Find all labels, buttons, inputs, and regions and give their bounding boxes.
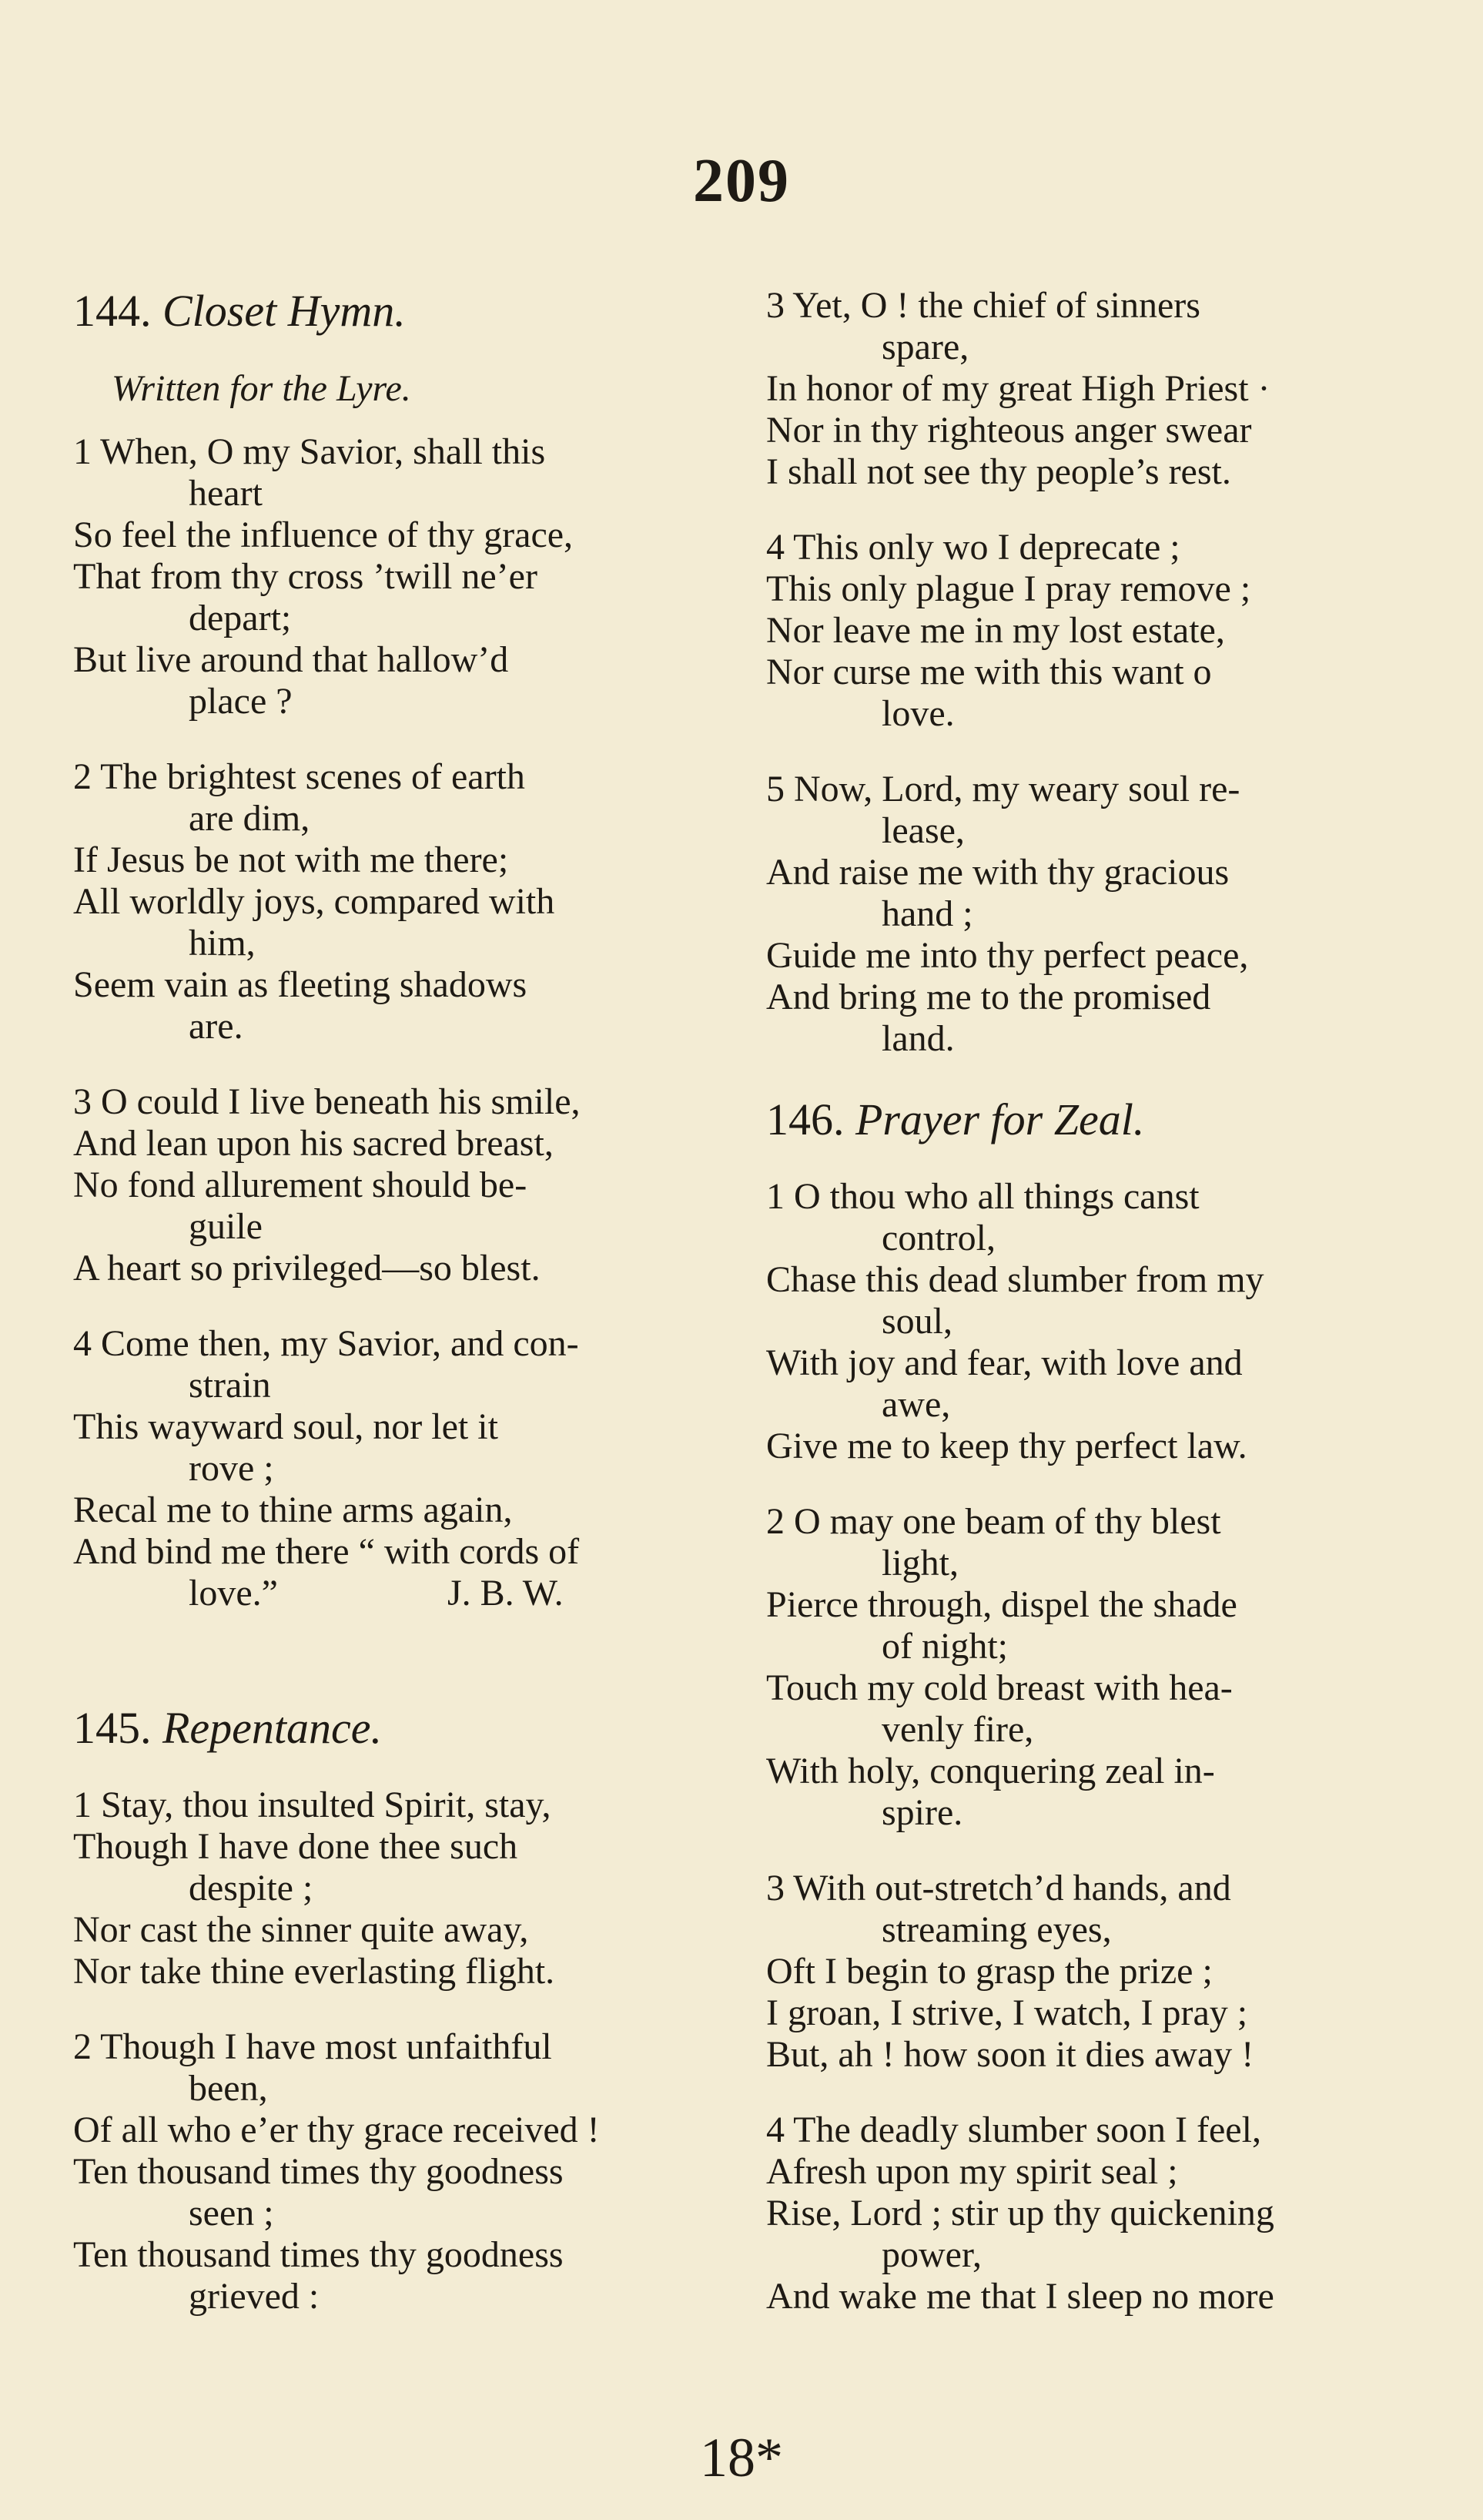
verse-line: Though I have done thee such: [73, 1826, 518, 1867]
verse-line: streaming eyes,: [882, 1909, 1112, 1950]
verse-line: And wake me that I sleep no more: [766, 2276, 1274, 2317]
verse-line: strain: [189, 1365, 271, 1406]
verse-line: But live around that hallow’d: [73, 639, 509, 680]
verse: [73, 2026, 720, 2317]
verse-line: of night;: [882, 1626, 1008, 1667]
verse-line: Nor in thy righteous anger swear: [766, 410, 1252, 451]
verse-line: That from thy cross ’twill ne’er: [73, 556, 537, 597]
verse-line: I shall not see thy people’s rest.: [766, 451, 1231, 492]
verse-line: Afresh upon my spirit seal ;: [766, 2151, 1178, 2192]
verse-line: So feel the influence of thy grace,: [73, 514, 574, 555]
verse-line: Give me to keep thy perfect law.: [766, 1426, 1247, 1466]
verse: [766, 285, 1413, 493]
verse-line: despite ;: [189, 1868, 313, 1908]
verse-line: But, ah ! how soon it dies away !: [766, 2034, 1254, 2075]
verse-line: place ?: [189, 681, 293, 722]
verse-line: If Jesus be not with me there;: [73, 839, 509, 880]
hymn-145-verses: [73, 1784, 720, 2317]
verse-line: A heart so privileged—so blest.: [73, 1248, 541, 1288]
verse-line: awe,: [882, 1384, 951, 1425]
verse-line: And lean upon his sacred breast,: [73, 1123, 554, 1164]
closing-line: [73, 1573, 720, 1614]
signature-mark: 18*: [700, 2427, 783, 2488]
hymn-title-146: [766, 1094, 1413, 1145]
verse-line: lease,: [882, 810, 965, 851]
verse-line: This wayward soul, nor let it: [73, 1406, 498, 1447]
author-initials: J. B. W.: [447, 1573, 564, 1614]
verse-line: venly fire,: [882, 1709, 1034, 1750]
verse-line: Pierce through, dispel the shade: [766, 1584, 1237, 1625]
verse-line: In honor of my great High Priest ·: [766, 368, 1270, 409]
hymn-title-145: [73, 1702, 720, 1754]
verse-line: land.: [882, 1018, 955, 1059]
verse-line: light,: [882, 1543, 959, 1583]
hymn-name: Closet Hymn.: [162, 286, 406, 336]
verse-line: control,: [882, 1218, 996, 1258]
verse-line: Guide me into thy perfect peace,: [766, 935, 1249, 976]
verse-line: All worldly joys, compared with: [73, 881, 555, 922]
verse-line: spire.: [882, 1792, 963, 1833]
verse-line: 1 When, O my Savior, shall this: [73, 431, 546, 472]
right-column: [766, 285, 1413, 2351]
verse-line: With holy, conquering zeal in-: [766, 1751, 1215, 1791]
left-column: [73, 285, 720, 2351]
verse-line: And bind me there “ with cords of: [73, 1531, 580, 1572]
verse: [73, 1784, 720, 1992]
verse-line: Seem vain as fleeting shadows: [73, 964, 527, 1005]
verse-line: depart;: [189, 598, 292, 638]
verse-line: This only plague I pray remove ;: [766, 568, 1251, 609]
verse-line: And raise me with thy gracious: [766, 852, 1230, 893]
verse-line: Ten thousand times thy goodness: [73, 2151, 564, 2192]
hymn-144-verses: [73, 431, 720, 1614]
verse-line: Of all who e’er thy grace received !: [73, 2109, 600, 2150]
verse-line: been,: [189, 2068, 268, 2109]
hymn-number: 144.: [73, 286, 152, 336]
verse-line: Touch my cold breast with hea-: [766, 1667, 1233, 1708]
verse: [73, 756, 720, 1047]
verse-line: are dim,: [189, 798, 310, 839]
verse-line: 5 Now, Lord, my weary soul re-: [766, 769, 1240, 809]
verse-line: soul,: [882, 1301, 953, 1342]
verse-line: spare,: [882, 327, 969, 367]
verse: [766, 1868, 1413, 2076]
verse: [766, 2109, 1413, 2317]
verse-line: hand ;: [882, 893, 973, 934]
verse-line: Oft I begin to grasp the prize ;: [766, 1951, 1213, 1992]
verse-line: 4 Come then, my Savior, and con-: [73, 1323, 579, 1364]
verse-line: are.: [189, 1006, 243, 1047]
verse-line: 2 Though I have most unfaithful: [73, 2026, 552, 2067]
verse: [766, 1176, 1413, 1467]
hymn-number: 145.: [73, 1703, 152, 1753]
verse-line: power,: [882, 2234, 983, 2275]
verse: [73, 431, 720, 722]
verse-line: love.: [882, 693, 955, 734]
verse-line: I groan, I strive, I watch, I pray ;: [766, 1992, 1248, 2033]
verse-line: grieved :: [189, 2276, 320, 2317]
verse-line: Chase this dead slumber from my: [766, 1259, 1264, 1300]
verse-line: Nor curse me with this want o: [766, 652, 1212, 692]
verse-line: 2 O may one beam of thy blest: [766, 1501, 1221, 1542]
verse-line: 3 O could I live beneath his smile,: [73, 1081, 581, 1122]
verse: [73, 1081, 720, 1289]
verse-line: With joy and fear, with love and: [766, 1342, 1243, 1383]
hymn-number: 146.: [766, 1094, 845, 1144]
verse-line: 1 Stay, thou insulted Spirit, stay,: [73, 1784, 551, 1825]
verse: [766, 527, 1413, 735]
verse-line: rove ;: [189, 1448, 274, 1489]
verse-line: guile: [189, 1206, 263, 1247]
verse-line: 4 The deadly slumber soon I feel,: [766, 2109, 1261, 2150]
verse-line: 4 This only wo I deprecate ;: [766, 527, 1180, 568]
hymn-subtitle: Written for the Lyre.: [112, 368, 411, 409]
verse-line: him,: [189, 923, 256, 963]
verse-line: heart: [189, 473, 263, 514]
verse-line: And bring me to the promised: [766, 977, 1211, 1017]
verse-line: Nor cast the sinner quite away,: [73, 1909, 529, 1950]
verse-line: No fond allurement should be-: [73, 1164, 527, 1205]
verse-line: seen ;: [189, 2193, 274, 2233]
verse: [766, 769, 1413, 1060]
closing-text: love.”: [189, 1573, 278, 1614]
verse: [766, 1501, 1413, 1834]
verse-line: 1 O thou who all things canst: [766, 1176, 1200, 1217]
hymn-145-continued-verses: [766, 285, 1413, 1060]
verse-line: Nor leave me in my lost estate,: [766, 610, 1225, 651]
verse-line: Nor take thine everlasting flight.: [73, 1951, 555, 1992]
hymn-name: Prayer for Zeal.: [855, 1094, 1145, 1144]
hymn-title-144: [73, 285, 720, 337]
verse: [73, 1323, 720, 1614]
verse-line: 3 With out-stretch’d hands, and: [766, 1868, 1231, 1908]
hymn-146-verses: [766, 1176, 1413, 2317]
verse-line: 3 Yet, O ! the chief of sinners: [766, 285, 1200, 326]
section-gap: [73, 1648, 720, 1702]
verse-line: Rise, Lord ; stir up thy quickening: [766, 2193, 1274, 2233]
verse-line: 2 The brightest scenes of earth: [73, 756, 525, 797]
verse-line: Ten thousand times thy goodness: [73, 2234, 564, 2275]
page-number: 209: [693, 147, 790, 215]
hymn-name: Repentance.: [162, 1703, 383, 1753]
verse-line: Recal me to thine arms again,: [73, 1490, 513, 1530]
